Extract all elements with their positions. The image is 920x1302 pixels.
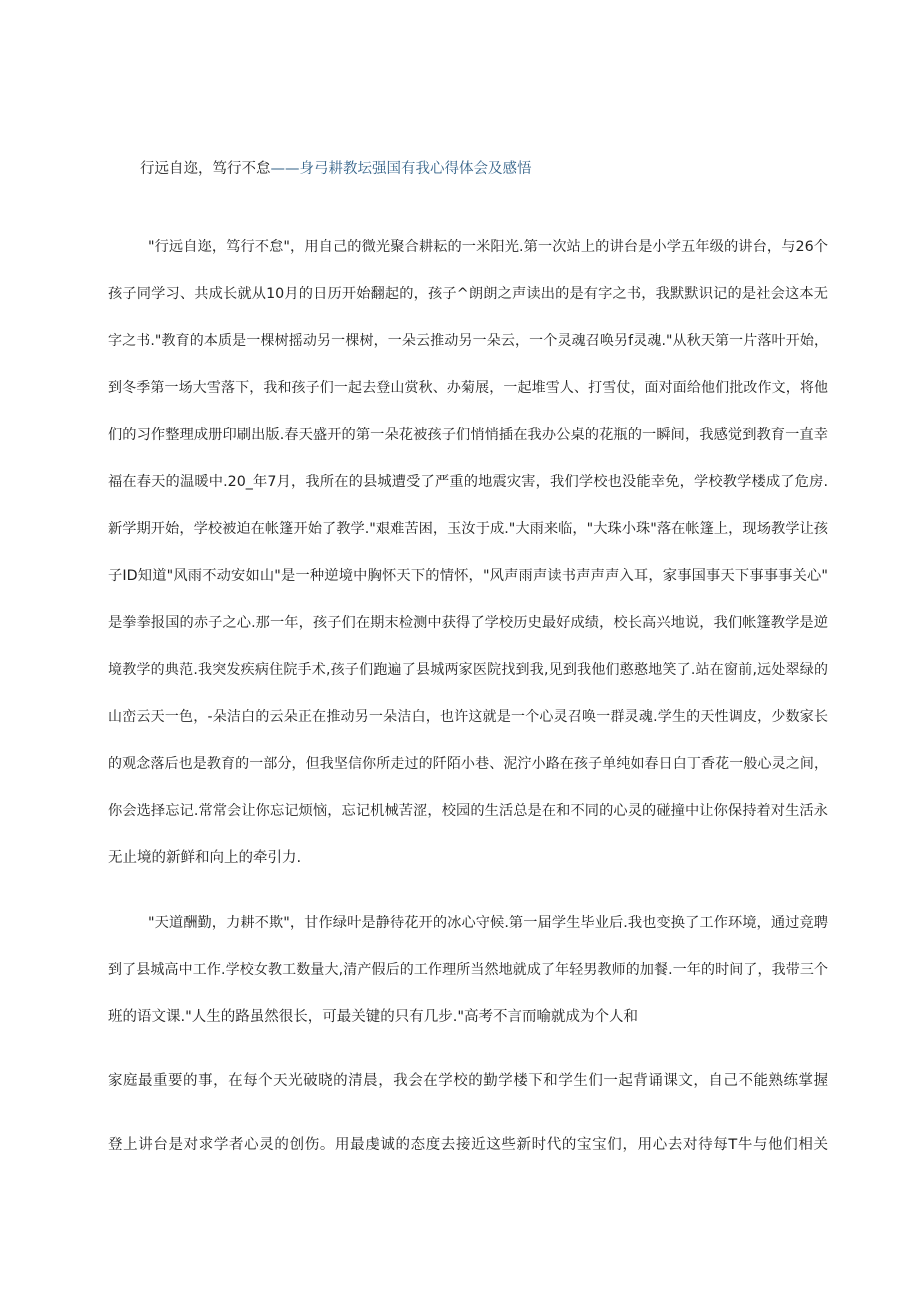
text-line: 班的语文课."人生的路虽然很长，可最关键的只有几步."高考不言而喻就成为个人和	[108, 1009, 639, 1025]
title-main: 行远自迩，笃行不怠	[140, 161, 271, 177]
text-line: 家庭最重要的事，在每个天光破晓的清晨，我会在学校的勤学楼下和学生们一起背诵课文，自己不能熟练掌握	[108, 1073, 828, 1089]
article-title	[140, 158, 532, 180]
text-line: 到了县城高中工作.学校女教工数量大,清产假后的工作理所当然地就成了年轻男教师的加餐.一年的时间了，我带三个	[108, 962, 828, 978]
text-line: 字之书."教育的本质是一棵树摇动另一棵树，一朵云推动另一朵云，一个灵魂召唤另f灵魂."从秋天第一片落叶开始，	[108, 333, 828, 349]
text-line: 境教学的典范.我突发疾病住院手术,孩子们跑遍了县城两家医院找到我,见到我他们憨憨地笑了.站在窗前,远处翠绿的	[108, 662, 828, 678]
text-line: 你会选择忘记.常常会让你忘记烦恼，忘记机械苦涩，校园的生活总是在和不同的心灵的碰撞中让你保持着对生活永	[108, 803, 828, 819]
text-line: 福在春天的温暖中.20_年7月，我所在的县城遭受了严重的地震灾害，我们学校也没能幸免，学校教学楼成了危房.	[108, 474, 828, 490]
text-line: "天道酬勤，力耕不欺"，甘作绿叶是静待花开的冰心守候.第一届学生毕业后.我也变换了工作环境，通过竞聘	[148, 915, 828, 931]
title-accent: ——身弓耕教坛强国有我心得体会及感悟	[270, 161, 532, 177]
text-line: 是拳拳报国的赤子之心.那一年，孩子们在期末检测中获得了学校历史最好成绩，校长高兴地说，我们帐篷教学是逆	[108, 615, 828, 631]
text-line: 孩子同学习、共成长就从10月的日历开始翻起的，孩子^朗朗之声读出的是有字之书，我默默识记的是社会这本无	[108, 286, 828, 302]
text-line: 子ID知道"风雨不动安如山"是一种逆境中胸怀天下的情怀，"风声雨声读书声声声入耳，家事国事天下事事事关心"	[108, 568, 828, 584]
text-line: 无止境的新鲜和向上的牵引力.	[108, 850, 302, 866]
text-line: 到冬季第一场大雪落下，我和孩子们一起去登山赏秋、办菊展，一起堆雪人、打雪仗，面对面给他们批改作文，将他	[108, 380, 828, 396]
text-line: 的观念落后也是教育的一部分，但我坚信你所走过的阡陌小巷、泥泞小路在孩子单纯如春日白丁香花一般心灵之间，	[108, 756, 828, 772]
text-line: 登上讲台是对求学者心灵的创伤。用最虔诚的态度去接近这些新时代的宝宝们，用心去对待每T牛与他们相关	[108, 1137, 828, 1153]
text-line: "行远自迩，笃行不怠"，用自己的微光聚合耕耘的一米阳光.第一次站上的讲台是小学五年级的讲台，与26个	[148, 239, 828, 255]
text-line: 新学期开始，学校被迫在帐篷开始了教学."艰难苦困，玉汝于成."大雨来临，"大珠小珠"落在帐篷上，现场教学让孩	[108, 521, 828, 537]
text-line: 们的习作整理成册印刷出版.春天盛开的第一朵花被孩子们悄悄插在我办公桌的花瓶的一瞬间，我感觉到教育一直幸	[108, 427, 828, 443]
text-line: 山峦云天一色，-朵洁白的云朵正在推动另一朵洁白，也许这就是一个心灵召唤一群灵魂.学生的天性调皮，少数家长	[108, 709, 828, 725]
